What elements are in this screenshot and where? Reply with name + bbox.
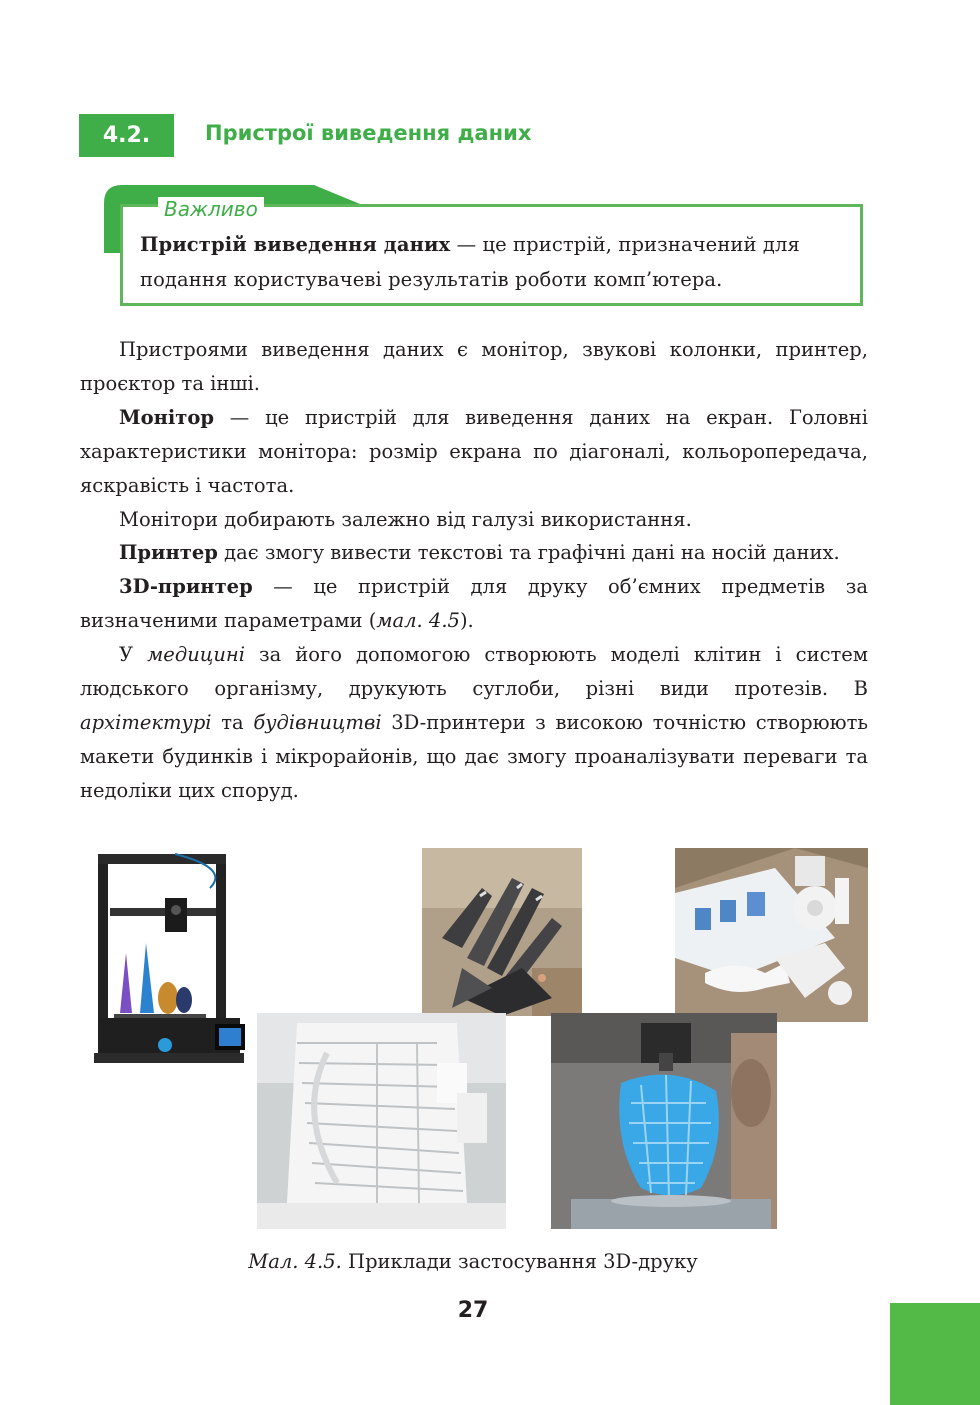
paragraph-6-a: У bbox=[119, 643, 148, 667]
paragraph-6 bbox=[80, 638, 868, 808]
photo-prosthetic-hand bbox=[422, 848, 582, 1016]
paragraph-5 bbox=[80, 570, 868, 638]
term-construction: будівництві bbox=[253, 710, 382, 734]
term-3d-printer: 3D-принтер bbox=[119, 575, 253, 599]
paragraph-2 bbox=[80, 401, 868, 503]
figure-caption-label: Мал. 4.5. bbox=[248, 1250, 342, 1273]
figure-caption-text: Приклади застосування 3D-друку bbox=[341, 1250, 698, 1273]
paragraph-6-b: за його допомогою створюють моделі клітин і систем людського організму, друкують суглоби, різні види протезів. В bbox=[80, 643, 868, 701]
section-number: 4.2. bbox=[79, 114, 174, 157]
term-monitor: Монітор bbox=[119, 405, 214, 429]
term-architecture: архітектурі bbox=[80, 710, 212, 734]
section-title: Пристрої виведення даних bbox=[205, 121, 532, 145]
paragraph-1: Пристроями виведення даних є монітор, звукові колонки, принтер, проєктор та інші. bbox=[80, 338, 868, 395]
paragraph-6-c: та bbox=[211, 710, 254, 734]
figure-caption bbox=[0, 1250, 946, 1273]
definition-term: Пристрій виведення даних bbox=[140, 233, 451, 256]
paragraph-5-text: — це пристрій для друку об’ємних предметів за визначеними параметрами ( bbox=[80, 575, 868, 633]
page-corner-tab bbox=[890, 1303, 980, 1405]
term-printer: Принтер bbox=[119, 541, 218, 565]
term-medicine: медицині bbox=[147, 643, 245, 667]
body-text bbox=[80, 333, 868, 808]
page-number: 27 bbox=[457, 1298, 489, 1323]
paragraph-6-d: 3D-принтери з високою точністю створюють макети будинків і мікрорайонів, що дає змогу проаналізувати переваги та недоліки цих споруд. bbox=[80, 710, 868, 802]
paragraph-5-end: ). bbox=[459, 609, 474, 633]
definition-body: — це пристрій, призначений для подання користувачеві результатів роботи комп’ютера. bbox=[140, 233, 800, 291]
paragraph-4 bbox=[80, 536, 868, 570]
photo-blue-vase bbox=[551, 1013, 777, 1229]
figure-reference: мал. 4.5 bbox=[376, 609, 460, 633]
paragraph-2-text: — це пристрій для виведення даних на екран. Головні характеристики монітора: розмір екрана по діагоналі, кольоропередача, яскравість і частота. bbox=[80, 405, 868, 497]
paragraph-3: Монітори добирають залежно від галузі використання. bbox=[119, 507, 692, 531]
photo-3d-printer bbox=[80, 848, 256, 1070]
definition-text bbox=[140, 227, 852, 297]
important-label: Важливо bbox=[158, 197, 264, 221]
photo-architecture-model bbox=[257, 1013, 506, 1229]
paragraph-4-text: дає змогу вивести текстові та графічні дані на носій даних. bbox=[217, 541, 840, 565]
photo-printed-parts bbox=[675, 848, 868, 1022]
